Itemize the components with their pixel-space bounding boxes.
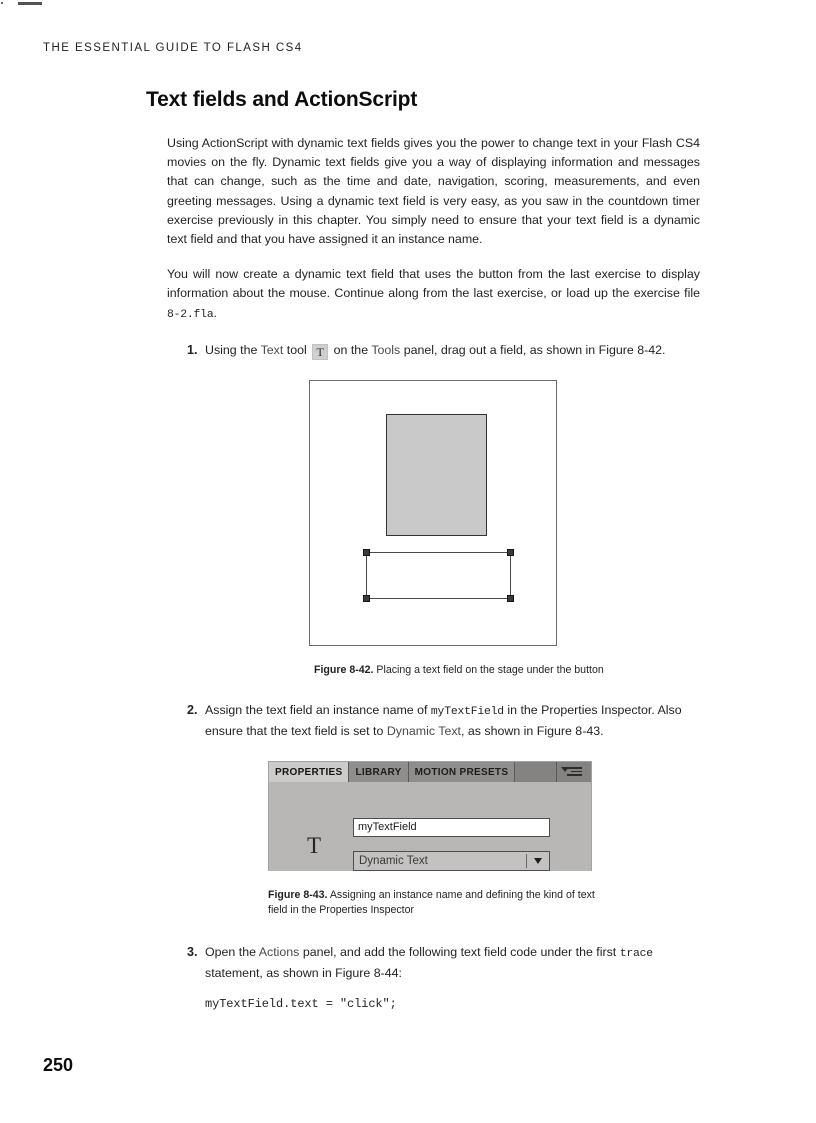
- step-1-seg4: panel, drag out a field, as shown in Figure 8-42.: [400, 342, 666, 357]
- figure-8-43-caption-text: Assigning an instance name and defining the kind of text field in the Properties Inspector: [268, 889, 595, 917]
- step-3-ui-actions-panel: Actions: [258, 944, 300, 959]
- exercise-intro-after: .: [213, 305, 217, 320]
- panel-body: [269, 782, 591, 871]
- select-dropdown-arrow[interactable]: [527, 858, 549, 864]
- step-3-trace-code: trace: [619, 947, 653, 960]
- selection-handle-top-right: [507, 549, 514, 556]
- step-2-ui-dynamic-text: Dynamic Text: [386, 724, 461, 739]
- stage-button-shape: [386, 414, 487, 536]
- panel-options-menu-button[interactable]: [557, 762, 591, 782]
- intro-paragraph: Using ActionScript with dynamic text fields gives you the power to change text in your Flash CS4 movies on the fly. Dynamic text fields give you a way of displaying information and messages that can change, such as the time and date, navigation, scoring, measurements, and even greeting messages. Using a dynamic text field is very easy, as you saw in the countdown timer exercise previously in this chapter. You simply need to ensure that your text field is a dynamic text field and that you have assigned it an instance name.: [167, 136, 700, 247]
- step-1-ui-tools-panel: Tools: [371, 342, 401, 357]
- step-2: [146, 701, 700, 741]
- crop-mark: [18, 2, 42, 5]
- step-1-ui-text-tool: Text: [260, 342, 284, 357]
- registration-dot: [1, 2, 3, 4]
- selection-handle-bottom-left: [363, 595, 370, 602]
- step-2-seg1: Assign the text field an instance name of: [205, 703, 431, 718]
- step-1-seg3: on the: [330, 342, 372, 357]
- figure-8-42-caption: [314, 663, 644, 678]
- text-type-select-value: Dynamic Text: [359, 855, 428, 868]
- figure-8-43-caption: [268, 888, 598, 917]
- text-tool-icon: T: [312, 344, 328, 360]
- exercise-intro-paragraph: [146, 265, 700, 325]
- tab-library[interactable]: LIBRARY: [349, 762, 408, 782]
- figure-8-42-caption-text: Placing a text field on the stage under the button: [373, 663, 604, 676]
- panel-tab-bar: [269, 762, 591, 782]
- code-sample: myTextField.text = "click";: [205, 996, 397, 1011]
- step-1-number: 1.: [187, 342, 198, 357]
- panel-tab-spacer: [515, 762, 557, 782]
- step-1-seg2: tool: [283, 342, 311, 357]
- chevron-down-icon: [561, 767, 569, 772]
- step-1: [146, 341, 700, 360]
- tab-properties[interactable]: PROPERTIES: [269, 762, 349, 782]
- selection-handle-top-left: [363, 549, 370, 556]
- step-2-instance-name-code: myTextField: [430, 706, 504, 719]
- step-3-seg2: panel, and add the following text field code under the first: [299, 944, 620, 959]
- tab-motion-presets[interactable]: MOTION PRESETS: [409, 762, 516, 782]
- step-3: [146, 943, 700, 983]
- page-content: [146, 88, 700, 1011]
- figure-8-42: [146, 380, 700, 646]
- step-3-number: 3.: [187, 944, 198, 959]
- text-type-icon: T: [307, 833, 322, 859]
- exercise-file-name: 8-2.fla: [167, 308, 214, 321]
- step-1-seg1: Using the: [205, 342, 261, 357]
- step-2-number: 2.: [187, 703, 198, 718]
- running-head: THE ESSENTIAL GUIDE TO FLASH CS4: [43, 42, 303, 54]
- figure-8-43-label: Figure 8-43.: [268, 889, 328, 902]
- exercise-intro-before: You will now create a dynamic text field that uses the button from the last exercise to display information about the mouse. Continue along from the last exercise, or load up the exercise file: [167, 267, 700, 301]
- figure-8-43: [146, 761, 700, 871]
- figure-8-42-label: Figure 8-42.: [314, 663, 374, 676]
- section-title: Text fields and ActionScript: [146, 88, 418, 111]
- flash-stage: [309, 380, 557, 646]
- selection-handle-bottom-right: [507, 595, 514, 602]
- page-number: 250: [43, 1055, 74, 1075]
- properties-inspector-panel: [268, 761, 592, 871]
- step-2-seg3: , as shown in Figure 8-43.: [460, 724, 604, 739]
- step-3-seg3: statement, as shown in Figure 8-44:: [205, 965, 402, 980]
- step-2-seg2: in the Properties Inspector. Also ensure that the text field is set to: [205, 703, 682, 739]
- step-3-seg1: Open the: [205, 944, 259, 959]
- text-type-select[interactable]: [353, 851, 550, 871]
- instance-name-input[interactable]: myTextField: [353, 818, 550, 837]
- stage-text-field-selection: [366, 552, 511, 599]
